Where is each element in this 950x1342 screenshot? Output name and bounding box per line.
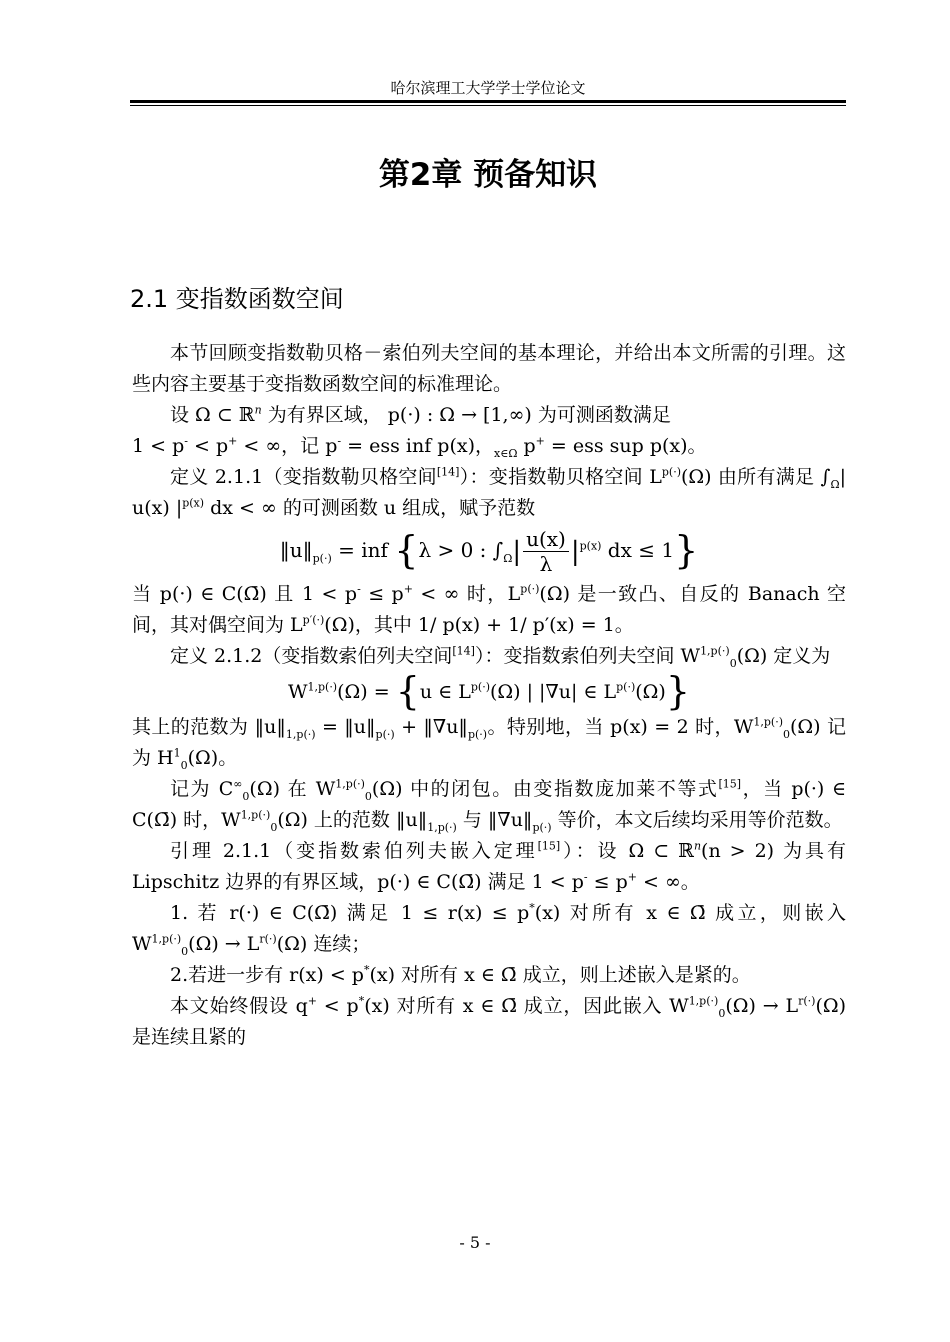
header-rule-thin bbox=[130, 105, 846, 106]
closure-paragraph: 记为 $C^\infty_0(\Omega)$ 在 $W^{1,p(\cdot)}_0(\Omega)$ 中的闭包。由变指数庞加莱不等式[15]，当 p(·) ∈ C(Ω̄) 时，$W^{1,p(\cdot)}_0(\Omega)$ 上的范数 $‖u‖_{1,p(\cdot)}$ 与 $‖\nabla u‖_{p(\cdot)}$ 等价，本文后续均采用等价范数。 bbox=[132, 777, 847, 834]
exponent-bounds: 1 < p- < p+ < ∞，记 p- = ess inf p(x)，$_{x\in\Omega}$ p+ = ess sup p(x)。 bbox=[132, 434, 707, 460]
chapter-title: 第2章 预备知识 bbox=[378, 157, 598, 193]
lemma-item-1: 1. 若 r(·) ∈ C(Ω̄) 满足 1 ≤ r(x) ≤ p*(x) 对所有 x ∈ Ω̄ 成立，则嵌入 $W^{1,p(\cdot)}_0(\Omega) \to L^{r(\cdot)}(\Omega)$ 连续； bbox=[132, 901, 846, 958]
sobolev-space-formula: $W^{1,p(\cdot)}(\Omega) = \{u$ ∈ $L^{p(\cdot)}(\Omega)$ | |∇u| ∈ $L^{p(\cdot)}(\Omega)$} bbox=[287, 669, 691, 713]
definition-2-1-1: 定义 2.1.1（变指数勒贝格空间[14]）：变指数勒贝格空间 $L^{p(\cdot)}(\Omega)$ 由所有满足 $\int_\Omega|$ u(x) $|^{p(x)}$ dx < ∞ 的可测函数 u 组成，赋予范数 bbox=[132, 465, 846, 519]
page-number: - 5 - bbox=[459, 1233, 491, 1252]
section-title: 2.1 变指数函数空间 bbox=[130, 285, 344, 313]
final-assumption-paragraph: 本文始终假设 q+ < p*(x) 对所有 x ∈ Ω̄ 成立，因此嵌入 $W^{1,p(\cdot)}_0(\Omega) \to L^{r(\cdot)}(\Omega)$ 是连续且紧的 bbox=[132, 994, 847, 1048]
lemma-item-2: 2.若进一步有 r(x) < p*(x) 对所有 x ∈ Ω̄ 成立，则上述嵌入是紧的。 bbox=[170, 963, 751, 986]
lemma-2-1-1: 引理 2.1.1（变指数索伯列夫嵌入定理[15]）：设 Ω ⊂ ℝ$^n$(n > 2) 为具有 Lipschitz 边界的有界区域，p(·) ∈ C(Ω̄) 满足 1 < p- ≤ p+ < ∞。 bbox=[132, 839, 846, 893]
running-header: 哈尔滨理工大学学士学位论文 bbox=[390, 79, 586, 97]
luxemburg-norm-formula: $‖u‖_{p(\cdot)}$ = inf {λ > 0 : $\int_\Omega|$ $\frac{u(x)}{\lambda}$ $|^{p(x)}$ dx ≤ 1} bbox=[279, 527, 699, 576]
header-rule-thick bbox=[130, 100, 846, 103]
assumption-paragraph: 设 Ω ⊂ ℝ$^n$ 为有界区域， p(·) : Ω → [1,∞) 为可测函数满足 bbox=[170, 403, 671, 426]
body-text bbox=[132, 338, 846, 1053]
intro-paragraph: 本节回顾变指数勒贝格－索伯列夫空间的基本理论，并给出本文所需的引理。这些内容主要基于变指数函数空间的标准理论。 bbox=[132, 342, 846, 395]
banach-paragraph: 当 p(·) ∈ C(Ω̄) 且 1 < p- ≤ p+ < ∞ 时，$L^{p(\cdot)}(\Omega)$ 是一致凸、自反的 Banach 空间，其对偶空间为 $L^{p'(\cdot)}(\Omega)$，其中 1/ p(x) + 1/ p′(x) = 1。 bbox=[132, 582, 847, 636]
sobolev-norm-paragraph: 其上的范数为 $‖u‖_{1,p(\cdot)}$ = $‖u‖_{p(\cdot)}$ + $‖\nabla u‖_{p(\cdot)}$。特别地，当 p(x) = 2 时，$W^{1,p(\cdot)}_0(\Omega)$ 记为 $H^1_0(\Omega)$。 bbox=[132, 715, 846, 772]
definition-2-1-2: 定义 2.1.2（变指数索伯列夫空间[14]）：变指数索伯列夫空间 $W^{1,p(\cdot)}_0(\Omega)$ 定义为 bbox=[170, 644, 831, 670]
